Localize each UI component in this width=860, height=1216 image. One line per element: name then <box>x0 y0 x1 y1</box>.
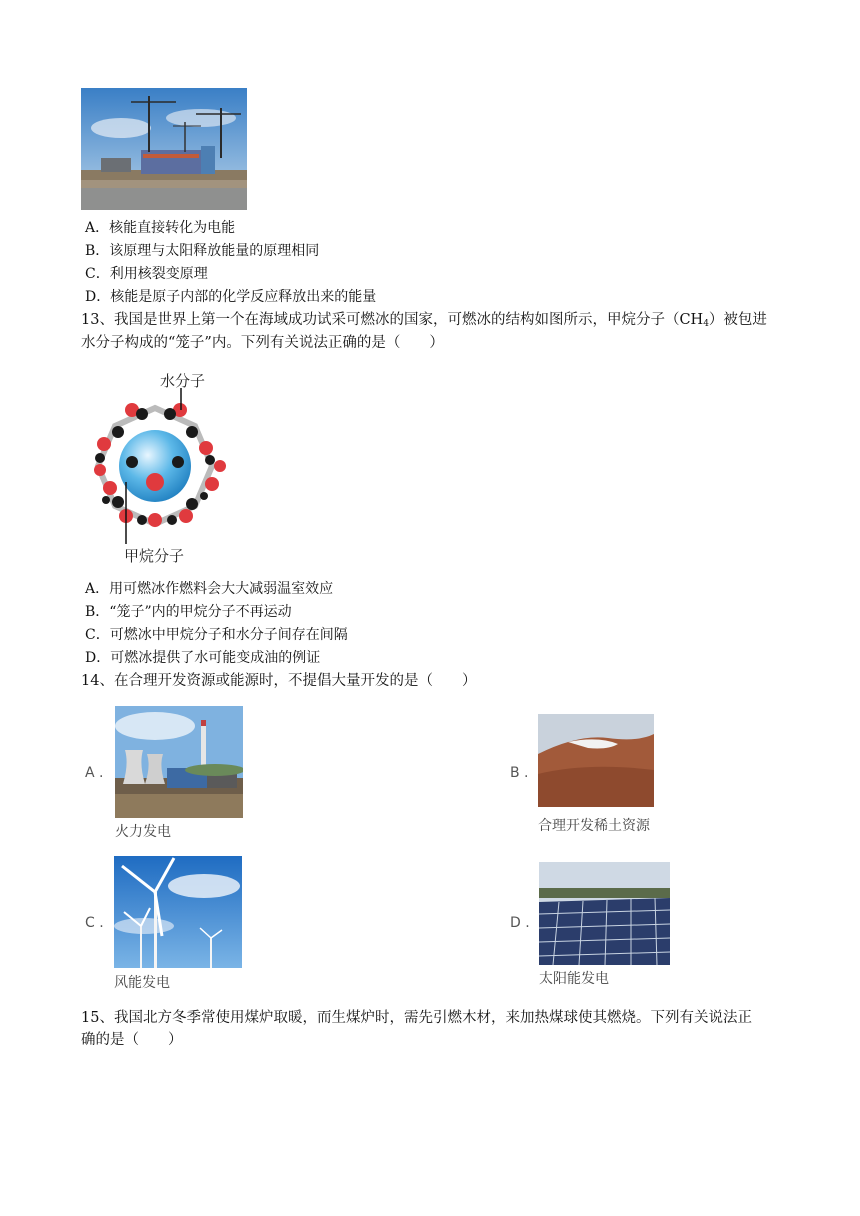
q15-stem-line1: 15、我国北方冬季常使用煤炉取暖，而生煤炉时，需先引燃木材，来加热煤球使其燃烧。下列有关说法正 <box>81 1010 752 1026</box>
q13-stem-subscript: 4 <box>703 319 709 329</box>
thermal-power-photo[interactable] <box>115 706 243 818</box>
q15-stem-line2: 确的是（ ） <box>81 1032 183 1048</box>
rare-earth-photo[interactable] <box>538 714 654 807</box>
q14-option-c-letter[interactable]: C . <box>85 915 104 931</box>
clathrate-cage-diagram <box>80 366 240 566</box>
q12-option-b[interactable]: B．该原理与太阳释放能量的原理相同 <box>85 243 320 259</box>
q14-option-a-letter[interactable]: A . <box>85 765 104 781</box>
water-molecule-label: 水分子 <box>160 372 206 390</box>
q13-option-b[interactable]: B．“笼子”内的甲烷分子不再运动 <box>85 604 292 620</box>
q14-option-a-caption: 火力发电 <box>115 824 171 840</box>
q13-option-d[interactable]: D．可燃冰提供了水可能变成油的例证 <box>85 650 321 666</box>
q13-option-c[interactable]: C．可燃冰中甲烷分子和水分子间存在间隔 <box>85 627 348 643</box>
q14-option-d-caption: 太阳能发电 <box>539 971 609 987</box>
q14-option-b-letter[interactable]: B . <box>510 765 529 781</box>
methane-molecule-label: 甲烷分子 <box>124 547 185 565</box>
nuclear-plant-photo <box>81 88 247 210</box>
q12-option-a[interactable]: A．核能直接转化为电能 <box>85 220 236 236</box>
q14-option-d-letter[interactable]: D . <box>510 915 530 931</box>
q13-stem-part2: ）被包进 <box>708 312 767 328</box>
q14-option-b-caption: 合理开发稀土资源 <box>538 818 650 834</box>
q13-stem-part1: 13、我国是世界上第一个在海域成功试采可燃冰的国家，可燃冰的结构如图所示，甲烷分子（CH <box>81 312 704 328</box>
q12-option-c[interactable]: C．利用核裂变原理 <box>85 266 208 282</box>
q14-option-c-caption: 风能发电 <box>114 975 170 991</box>
solar-power-photo[interactable] <box>539 862 670 965</box>
q13-stem-line1 <box>81 310 767 334</box>
q13-option-a[interactable]: A．用可燃冰作燃料会大大减弱温室效应 <box>85 581 334 597</box>
q12-option-d[interactable]: D．核能是原子内部的化学反应释放出来的能量 <box>85 289 377 305</box>
q13-stem-line2: 水分子构成的“笼子”内。下列有关说法正确的是（ ） <box>81 335 444 351</box>
wind-power-photo[interactable] <box>114 856 242 968</box>
q14-stem: 14、在合理开发资源或能源时，不提倡大量开发的是（ ） <box>81 673 477 689</box>
